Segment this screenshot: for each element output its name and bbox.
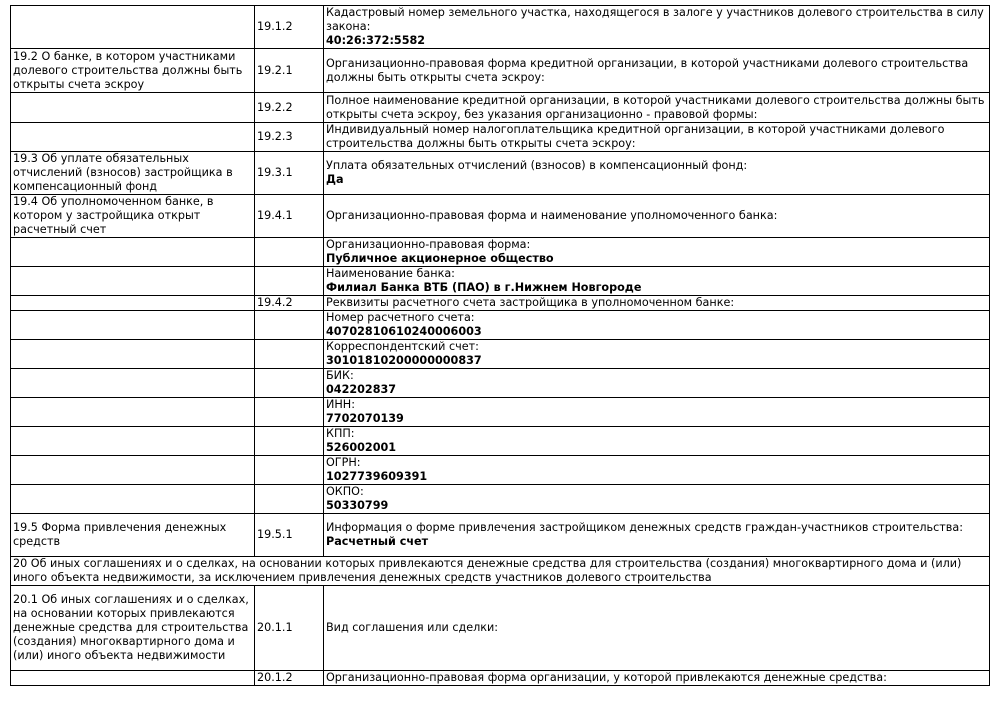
section-cell [11, 485, 255, 514]
item-value: 042202837 [326, 383, 397, 396]
declaration-table [10, 5, 990, 686]
section-cell: 19.4 Об уполномоченном банке, в котором у застройщика открыт расчетный счет [11, 195, 255, 238]
item-content [324, 456, 990, 485]
item-label: Кадастровый номер земельного участка, находящегося в залоге у участников долевого строительства в силу закона: [326, 6, 984, 33]
section-cell [11, 238, 255, 267]
table-row [11, 296, 990, 311]
section-cell [11, 398, 255, 427]
item-content [324, 427, 990, 456]
section-cell [11, 369, 255, 398]
section-cell: 19.2 О банке, в котором участниками долевого строительства должны быть открыты счета эскроу [11, 49, 255, 93]
table-row [11, 6, 990, 49]
item-label: Корреспондентский счет: [326, 340, 479, 353]
table-row [11, 485, 990, 514]
section-cell [11, 427, 255, 456]
item-number [255, 340, 324, 369]
item-label: Организационно-правовая форма: [326, 238, 531, 251]
item-number: 19.5.1 [255, 514, 324, 557]
item-value: 40702810610240006003 [326, 325, 482, 338]
item-content: Организационно-правовая форма кредитной организации, в которой участниками долевого строительства должны быть открыты счета эскроу: [324, 49, 990, 93]
item-value: 50330799 [326, 499, 389, 512]
table-row [11, 195, 990, 238]
item-content [324, 514, 990, 557]
item-label: ОГРН: [326, 456, 361, 469]
item-number [255, 427, 324, 456]
item-label: ОКПО: [326, 485, 364, 498]
table-row [11, 398, 990, 427]
item-value: Филиал Банка ВТБ (ПАО) в г.Нижнем Новгороде [326, 281, 642, 294]
item-number: 19.1.2 [255, 6, 324, 49]
item-content [324, 6, 990, 49]
item-label: Информация о форме привлечения застройщиком денежных средств граждан-участников строительства: [326, 521, 963, 534]
table-row [11, 49, 990, 93]
item-label: КПП: [326, 427, 355, 440]
item-number [255, 267, 324, 296]
table-row [11, 514, 990, 557]
table-row [11, 586, 990, 671]
item-number: 19.3.1 [255, 152, 324, 195]
table-row [11, 152, 990, 195]
item-value: Да [326, 173, 344, 186]
item-label: Наименование банка: [326, 267, 455, 280]
item-number: 20.1.1 [255, 586, 324, 671]
item-content [324, 311, 990, 340]
item-label: ИНН: [326, 398, 355, 411]
item-number [255, 398, 324, 427]
item-content [324, 152, 990, 195]
item-content: Реквизиты расчетного счета застройщика в уполномоченном банке: [324, 296, 990, 311]
item-content [324, 340, 990, 369]
table-row [11, 427, 990, 456]
item-value: Расчетный счет [326, 535, 429, 548]
section-cell: 20.1 Об иных соглашениях и о сделках, на основании которых привлекаются денежные средства для строительства (создания) многоквартирного дома и (или) иного объекта недвижимости [11, 586, 255, 671]
section-cell [11, 123, 255, 152]
table-row [11, 311, 990, 340]
section-cell [11, 340, 255, 369]
section-cell [11, 311, 255, 340]
item-content [324, 485, 990, 514]
item-value: 526002001 [326, 441, 397, 454]
item-number: 19.2.1 [255, 49, 324, 93]
item-content [324, 398, 990, 427]
item-content [324, 267, 990, 296]
item-number [255, 456, 324, 485]
item-label: Номер расчетного счета: [326, 311, 475, 324]
section-cell: 19.5 Форма привлечения денежных средств [11, 514, 255, 557]
table-row [11, 123, 990, 152]
item-value: 40:26:372:5582 [326, 34, 426, 47]
section-header-cell: 20 Об иных соглашениях и о сделках, на основании которых привлекаются денежные средства для строительства (создания) многоквартирного дома и (или) иного объекта недвижимости, за исключением привлечения денежных средств участников долевого строительства [11, 557, 990, 586]
item-number: 19.2.3 [255, 123, 324, 152]
table-row [11, 340, 990, 369]
table-row [11, 238, 990, 267]
section-cell [11, 267, 255, 296]
section-cell: 19.3 Об уплате обязательных отчислений (взносов) застройщика в компенсационный фонд [11, 152, 255, 195]
item-label: БИК: [326, 369, 354, 382]
item-value: 1027739609391 [326, 470, 428, 483]
item-content [324, 369, 990, 398]
item-content: Полное наименование кредитной организации, в которой участниками долевого строительства должны быть открыты счета эскроу, без указания организационно - правовой формы: [324, 93, 990, 123]
item-content: Индивидуальный номер налогоплательщика кредитной организации, в которой участниками долевого строительства должны быть открыты счета эскроу: [324, 123, 990, 152]
item-content: Вид соглашения или сделки: [324, 586, 990, 671]
section-cell [11, 93, 255, 123]
section-cell [11, 671, 255, 686]
table-row [11, 557, 990, 586]
item-number: 19.2.2 [255, 93, 324, 123]
section-cell [11, 296, 255, 311]
item-number [255, 369, 324, 398]
table-row [11, 267, 990, 296]
item-content: Организационно-правовая форма и наименование уполномоченного банка: [324, 195, 990, 238]
item-content: Организационно-правовая форма организации, у которой привлекаются денежные средства: [324, 671, 990, 686]
table-row [11, 671, 990, 686]
item-value: 7702070139 [326, 412, 404, 425]
item-number [255, 311, 324, 340]
item-number: 19.4.1 [255, 195, 324, 238]
item-value: Публичное акционерное общество [326, 252, 554, 265]
item-content [324, 238, 990, 267]
item-number [255, 238, 324, 267]
section-cell [11, 6, 255, 49]
item-number: 20.1.2 [255, 671, 324, 686]
item-number [255, 485, 324, 514]
item-value: 30101810200000000837 [326, 354, 482, 367]
section-cell [11, 456, 255, 485]
item-label: Уплата обязательных отчислений (взносов) в компенсационный фонд: [326, 159, 748, 172]
item-number: 19.4.2 [255, 296, 324, 311]
table-row [11, 93, 990, 123]
table-row [11, 369, 990, 398]
table-row [11, 456, 990, 485]
